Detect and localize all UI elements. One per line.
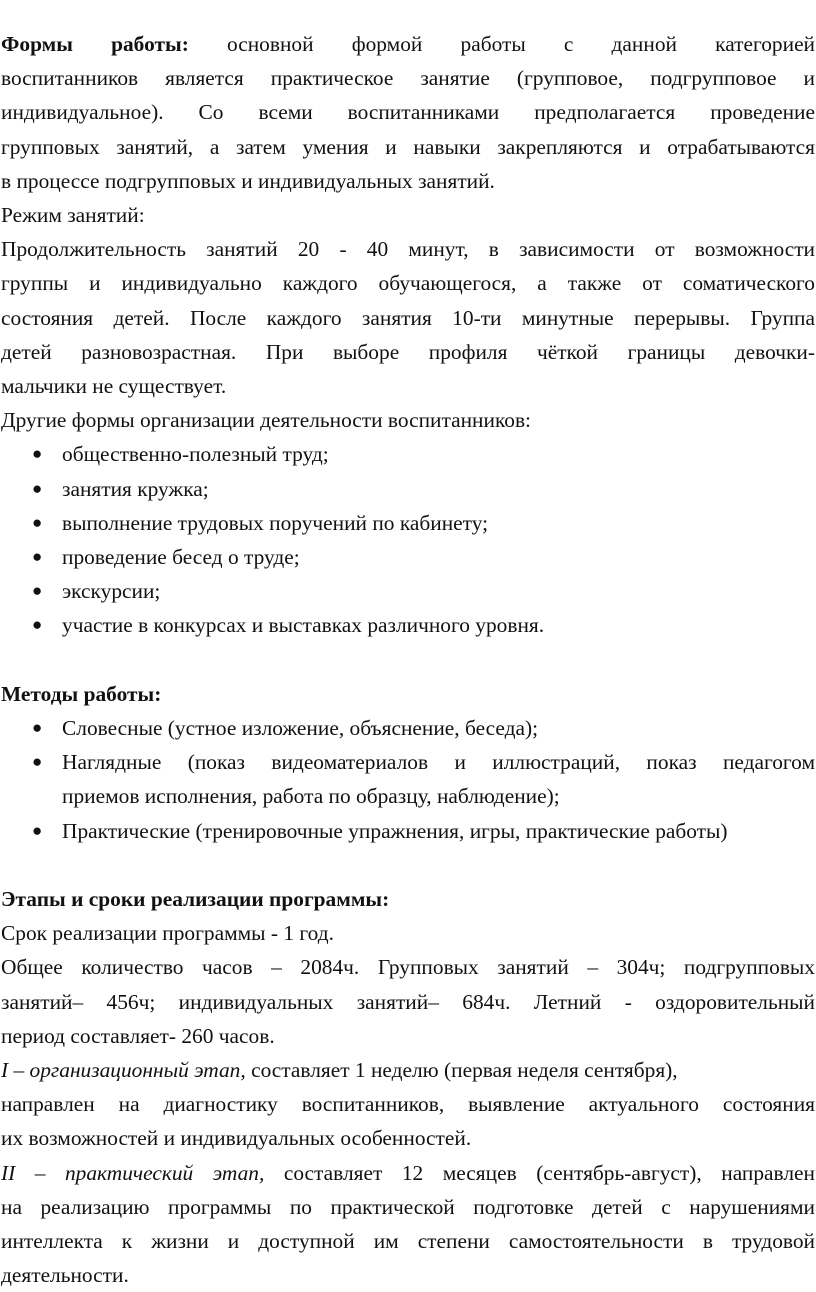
forms-line-5: в процессе подгрупповых и индивидуальных занятий. (1, 168, 495, 193)
schedule-line-5: мальчики не существует. (1, 374, 227, 399)
list-item: ● Наглядные (показ видеоматериалов и иллюстраций, показ педагогом приемов исполнения, работа по образцу, наблюдение); (1, 745, 815, 813)
forms-line-2: воспитанников является практическое занятие (групповое, подгрупповое и (1, 66, 815, 91)
bullet-icon: ● (32, 444, 43, 464)
stage-2-line-2: на реализацию программы по практической подготовке детей с нарушениями (1, 1194, 815, 1219)
schedule-line-2: группы и индивидуально каждого обучающегося, а также от соматического (1, 271, 815, 296)
schedule-line-3: состояния детей. После каждого занятия 10-ти минутные перерывы. Группа (1, 305, 815, 330)
stage-2-title: II – практический этап, (1, 1160, 265, 1185)
spacer (1, 848, 815, 882)
stage-2-line-4: деятельности. (1, 1263, 129, 1288)
schedule-heading: Режим занятий: (1, 203, 145, 228)
schedule-line-1: Продолжительность занятий 20 - 40 минут, в зависимости от возможности (1, 237, 815, 262)
stage-1-line-2: направлен на диагностику воспитанников, выявление актуального состояния (1, 1092, 815, 1117)
stage-2-line-3: интеллекта к жизни и доступной им степени самостоятельности в трудовой (1, 1229, 815, 1254)
other-forms-heading: Другие формы организации деятельности воспитанников: (1, 408, 531, 433)
forms-heading: Формы работы: (1, 32, 189, 56)
stages-hours-line-1: Общее количество часов – 2084ч. Групповых занятий – 304ч; подгрупповых (1, 955, 815, 980)
bullet-icon: ● (32, 512, 43, 532)
stage-1-line-1: I – организационный этап, составляет 1 неделю (первая неделя сентября), (1, 1058, 678, 1083)
bullet-icon: ● (32, 820, 43, 840)
bullet-icon: ● (32, 752, 43, 772)
list-item: ● Практические (тренировочные упражнения, игры, практические работы) (1, 814, 815, 848)
stages-hours-line-3: период составляет- 260 часов. (1, 1023, 275, 1048)
bullet-icon: ● (32, 718, 43, 738)
list-item: ● участие в конкурсах и выставках различного уровня. (1, 608, 815, 642)
schedule-line-4: детей разновозрастная. При выборе профиля чёткой границы девочки- (1, 339, 815, 364)
list-item: ● общественно-полезный труд; (1, 437, 815, 471)
stages-hours-line-2: занятий– 456ч; индивидуальных занятий– 684ч. Летний - оздоровительный (1, 989, 815, 1014)
forms-line-1: Формы работы: основной формой работы с данной категорией (1, 32, 816, 56)
stages-term: Срок реализации программы - 1 год. (1, 921, 334, 946)
stage-1-title: I – организационный этап, (1, 1058, 246, 1083)
stage-2-line-1: II – практический этап, составляет 12 месяцев (сентябрь-август), направлен (1, 1160, 815, 1185)
list-item: ● проведение бесед о труде; (1, 540, 815, 574)
methods-heading: Методы работы: (1, 681, 162, 706)
list-item: ● выполнение трудовых поручений по кабинету; (1, 506, 815, 540)
stage-1-line-3: их возможностей и индивидуальных особенностей. (1, 1126, 472, 1151)
list-item: ● занятия кружка; (1, 472, 815, 506)
list-item: ● экскурсии; (1, 574, 815, 608)
spacer (1, 643, 815, 677)
bullet-icon: ● (32, 615, 43, 635)
bullet-icon: ● (32, 547, 43, 567)
methods-list (1, 711, 815, 848)
forms-line-4: групповых занятий, а затем умения и навыки закрепляются и отрабатываются (1, 134, 815, 159)
other-forms-list (1, 437, 815, 642)
forms-line-3: индивидуальное). Со всеми воспитанниками предполагается проведение (1, 100, 815, 125)
bullet-icon: ● (32, 581, 43, 601)
stages-heading: Этапы и сроки реализации программы: (1, 887, 390, 912)
list-item: ● Словесные (устное изложение, объяснение, беседа); (1, 711, 815, 745)
bullet-icon: ● (32, 478, 43, 498)
